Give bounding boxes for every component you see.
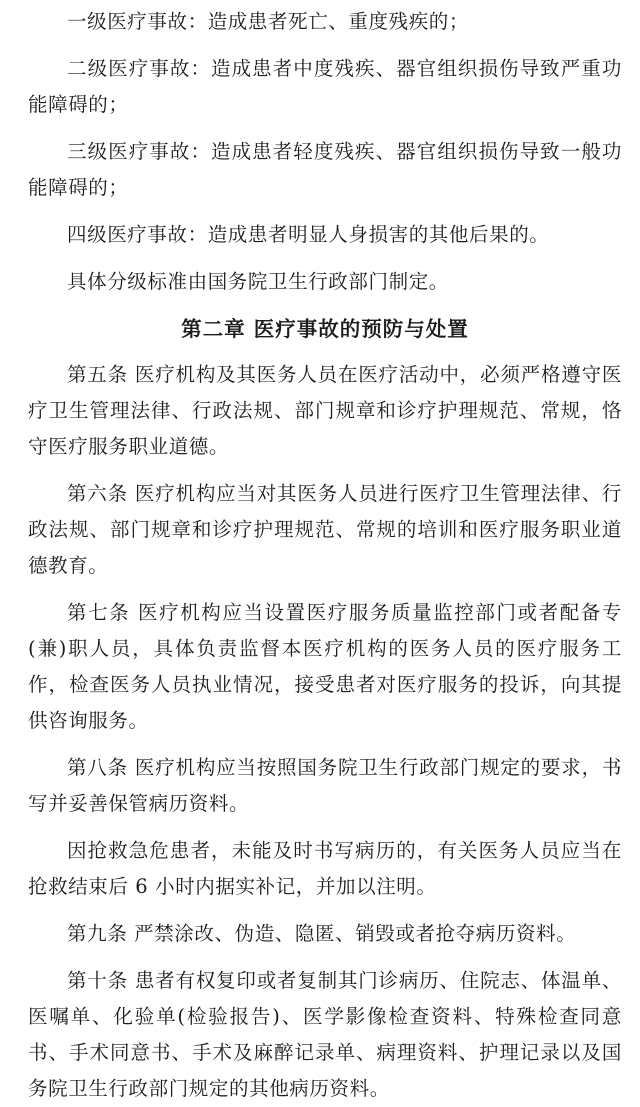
paragraph-article-8: 第八条 医疗机构应当按照国务院卫生行政部门规定的要求，书写并妥善保管病历资料。	[28, 756, 622, 815]
paragraph-level-3-accident: 三级医疗事故：造成患者轻度残疾、器官组织损伤导致一般功能障碍的；	[28, 140, 622, 199]
paragraph-level-1-accident: 一级医疗事故：造成患者死亡、重度残疾的；	[67, 10, 470, 33]
paragraph-grading-standard: 具体分级标准由国务院卫生行政部门制定。	[67, 270, 449, 293]
paragraph-level-2-accident: 二级医疗事故：造成患者中度残疾、器官组织损伤导致严重功能障碍的；	[28, 57, 622, 116]
paragraph-level-4-accident: 四级医疗事故：造成患者明显人身损害的其他后果的。	[67, 223, 550, 246]
paragraph-article-10: 第十条 患者有权复印或者复制其门诊病历、住院志、体温单、医嘱单、化验单(检验报告)、医学影像检查资料、特殊检查同意书、手术同意书、手术及麻醉记录单、病理资料、护理记录以及国务院卫生行政部门规定的其他病历资料。	[28, 969, 622, 1100]
paragraph-article-9: 第九条 严禁涂改、伪造、隐匿、销毁或者抢夺病历资料。	[67, 922, 577, 945]
chapter-heading: 第二章 医疗事故的预防与处置	[181, 317, 469, 341]
paragraph-article-5: 第五条 医疗机构及其医务人员在医疗活动中，必须严格遵守医疗卫生管理法律、行政法规、部门规章和诊疗护理规范、常规，恪守医疗服务职业道德。	[28, 363, 622, 458]
paragraph-article-6: 第六条 医疗机构应当对其医务人员进行医疗卫生管理法律、行政法规、部门规章和诊疗护理规范、常规的培训和医疗服务职业道德教育。	[28, 482, 622, 577]
paragraph-emergency-records: 因抢救急危患者，未能及时书写病历的，有关医务人员应当在抢救结束后 6 小时内据实补记，并加以注明。	[28, 839, 622, 898]
paragraph-article-7: 第七条 医疗机构应当设置医疗服务质量监控部门或者配备专(兼)职人员，具体负责监督本医疗机构的医务人员的医疗服务工作，检查医务人员执业情况，接受患者对医疗服务的投诉，向其提供咨询服务。	[28, 601, 622, 732]
